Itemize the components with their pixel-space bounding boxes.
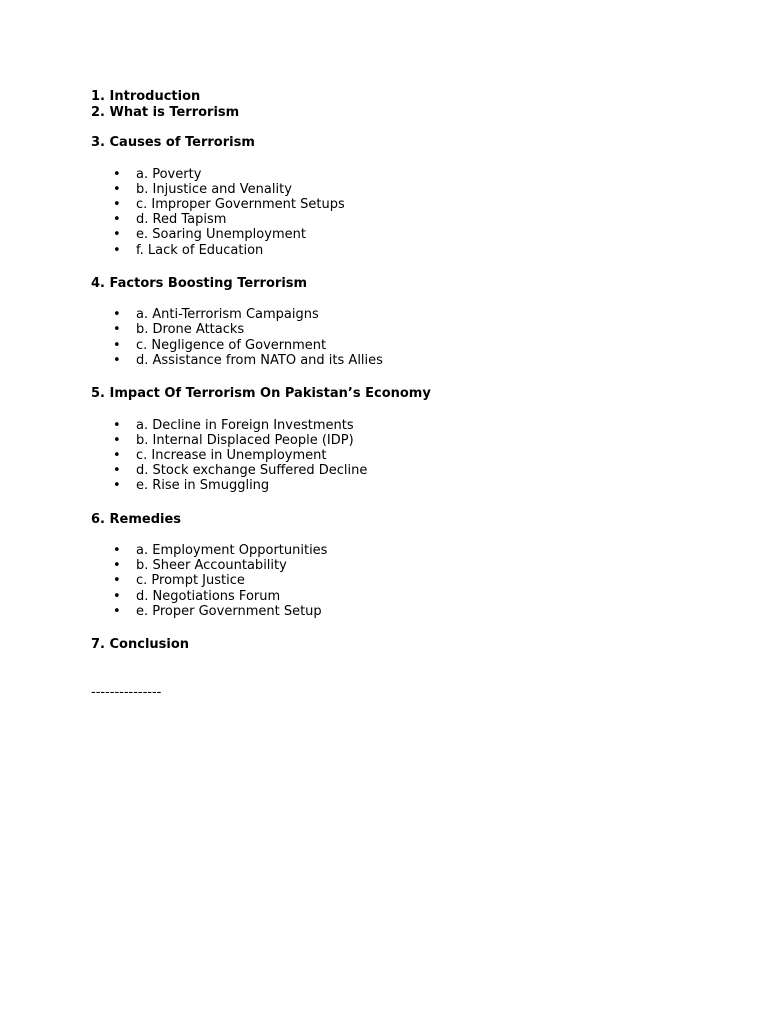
list-item-text: e. Rise in Smuggling <box>136 478 270 494</box>
list-item-text: c. Increase in Unemployment <box>136 447 327 463</box>
list-item-text: d. Assistance from NATO and its Allies <box>136 352 383 368</box>
list-item <box>91 197 731 212</box>
bullet-list <box>91 543 731 619</box>
spacer <box>91 368 731 386</box>
list-item-text: b. Drone Attacks <box>136 322 245 338</box>
list-item-text: b. Injustice and Venality <box>136 181 292 197</box>
bullet-icon: • <box>113 447 121 463</box>
list-item-text: d. Negotiations Forum <box>136 588 281 604</box>
bullet-icon: • <box>113 573 121 589</box>
spacer <box>91 120 731 135</box>
list-item <box>91 543 731 558</box>
bullet-icon: • <box>113 543 121 559</box>
list-item-text: b. Internal Displaced People (IDP) <box>136 432 354 448</box>
list-item <box>91 182 731 197</box>
bullet-icon: • <box>113 463 121 479</box>
bullet-icon: • <box>113 166 121 182</box>
list-item-text: b. Sheer Accountability <box>136 558 287 574</box>
list-item <box>91 353 731 368</box>
list-item-text: f. Lack of Education <box>136 242 264 258</box>
heading-conclusion: 7. Conclusion <box>91 637 190 653</box>
list-item <box>91 167 731 182</box>
bullet-icon: • <box>113 432 121 448</box>
list-item <box>91 558 731 573</box>
spacer <box>91 151 731 167</box>
bullet-icon: • <box>113 242 121 258</box>
list-item <box>91 433 731 448</box>
list-item <box>91 418 731 433</box>
bullet-list <box>91 167 731 258</box>
bullet-icon: • <box>113 307 121 323</box>
heading-what-is-terrorism: 2. What is Terrorism <box>91 104 240 120</box>
heading-introduction: 1. Introduction <box>91 89 201 104</box>
bullet-icon: • <box>113 603 121 619</box>
list-item <box>91 212 731 227</box>
list-item-text: e. Proper Government Setup <box>136 603 322 619</box>
spacer <box>91 402 731 418</box>
list-item-text: c. Negligence of Government <box>136 337 327 353</box>
list-item <box>91 478 731 493</box>
list-item-text: a. Decline in Foreign Investments <box>136 417 354 433</box>
section-heading: 4. Factors Boosting Terrorism <box>91 275 308 291</box>
list-item <box>91 604 731 619</box>
bullet-list <box>91 307 731 368</box>
bullet-icon: • <box>113 227 121 243</box>
list-item-text: a. Poverty <box>136 166 202 182</box>
list-item <box>91 322 731 337</box>
list-item <box>91 589 731 604</box>
list-item <box>91 243 731 258</box>
bullet-icon: • <box>113 196 121 212</box>
list-item <box>91 573 731 588</box>
list-item <box>91 227 731 242</box>
list-item-text: e. Soaring Unemployment <box>136 227 306 243</box>
bullet-list <box>91 418 731 494</box>
spacer <box>91 527 731 543</box>
spacer <box>91 291 731 307</box>
outline-sections <box>91 135 731 637</box>
list-item-text: a. Employment Opportunities <box>136 543 328 559</box>
bullet-icon: • <box>113 417 121 433</box>
bullet-icon: • <box>113 212 121 228</box>
list-item-text: a. Anti-Terrorism Campaigns <box>136 307 319 323</box>
bullet-icon: • <box>113 352 121 368</box>
list-item-text: d. Stock exchange Suffered Decline <box>136 463 368 479</box>
list-item <box>91 338 731 353</box>
bullet-icon: • <box>113 322 121 338</box>
spacer <box>91 258 731 276</box>
list-item-text: c. Prompt Justice <box>136 573 245 589</box>
divider-line: --------------- <box>91 684 162 700</box>
document-page <box>91 89 731 700</box>
section-heading: 3. Causes of Terrorism <box>91 135 255 150</box>
section-heading: 6. Remedies <box>91 511 182 527</box>
bullet-icon: • <box>113 478 121 494</box>
list-item <box>91 307 731 322</box>
list-item <box>91 463 731 478</box>
spacer <box>91 619 731 637</box>
section-heading: 5. Impact Of Terrorism On Pakistan’s Economy <box>91 386 431 402</box>
bullet-icon: • <box>113 337 121 353</box>
list-item-text: d. Red Tapism <box>136 212 227 228</box>
bullet-icon: • <box>113 588 121 604</box>
bullet-icon: • <box>113 181 121 197</box>
list-item-text: c. Improper Government Setups <box>136 196 345 212</box>
spacer <box>91 494 731 512</box>
bullet-icon: • <box>113 558 121 574</box>
list-item <box>91 448 731 463</box>
